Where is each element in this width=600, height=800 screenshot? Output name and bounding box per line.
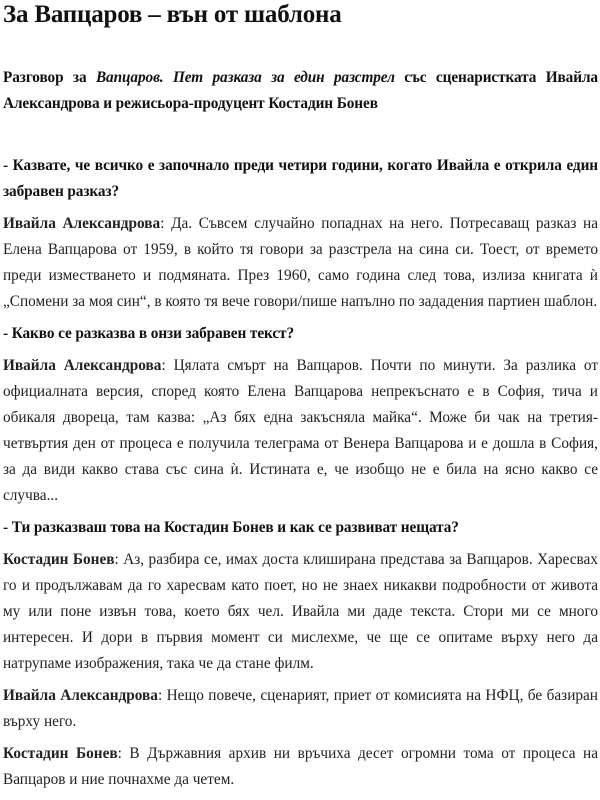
intro-film-title: Вапцаров. Пет разказа за един разстрел bbox=[95, 69, 395, 86]
answer-text: : Да. Съвсем случайно попаднах на него. Потресаващ разказ на Елена Вапцарова от 1959, в който тя говори за разстрела на сина си. Тоест, от времето преди изместването и подмяната. През 1960, само година след това, излиза книгата ѝ „Спомени за моя син“, в която тя вече говори/пише напълно по зададения партиен шаблон. bbox=[3, 215, 599, 310]
intro-text-2: със сценаристката Ивайла Александрова и режисьора-продуцент Костадин Бонев bbox=[3, 69, 598, 112]
interview-answer bbox=[3, 353, 598, 509]
interview-answer bbox=[3, 211, 598, 315]
interview-question: - Какво се разказва в онзи забравен текст? bbox=[3, 325, 295, 342]
interview-question: - Ти разказваш това на Костадин Бонев и как се развиват нещата? bbox=[3, 519, 459, 536]
answer-text: : Цялата смърт на Вапцаров. Почти по минути. За разлика от официалната версия, според която Елена Вапцарова непрекъснато е в София, тича и обикаля двореца, там казва: „Аз бях една закъсняла майка“. Може би чак на третия-четвъртия ден от процеса е получила телеграма от Венера Вапцарова и е дошла в София, за да види какво става със сина ѝ. Истината е, че изобщо не е била на ясно какво се случва... bbox=[3, 357, 599, 504]
interview-question: - Казвате, че всичко е започнало преди четири години, когато Ивайла е открила един забравен разказ? bbox=[3, 157, 598, 200]
article-intro bbox=[3, 65, 598, 117]
answer-text: : Нещо повече, сценарият, приет от комисията на НФЦ, бе базиран върху него. bbox=[3, 687, 598, 730]
speaker-name: Ивайла Александрова bbox=[3, 215, 161, 232]
speaker-name: Ивайла Александрова bbox=[3, 687, 158, 704]
answer-text: : В Държавния архив ни връчиха десет огромни тома от процеса на Вапцаров и ние почнахме да четем. bbox=[3, 745, 598, 788]
interview-answer bbox=[3, 683, 598, 735]
answer-text: : Аз, разбира се, имах доста клиширана представа за Вапцаров. Харесвах го и продължавам да го харесвам като поет, но не знаех никакви подробности от живота му или поне извън това, което бях чел. Ивайла ми даде текста. Стори ми се много интересен. И дори в първия момент си мислехме, че ще се опитаме върху него да натрупаме изображения, така че да стане филм. bbox=[3, 551, 598, 672]
interview-answer bbox=[3, 741, 598, 793]
article-title: За Вапцаров – вън от шаблона bbox=[3, 1, 342, 28]
speaker-name: Костадин Бонев bbox=[3, 551, 115, 568]
intro-text-1: Разговор за bbox=[3, 69, 96, 86]
speaker-name: Костадин Бонев bbox=[3, 745, 118, 762]
speaker-name: Ивайла Александрова bbox=[3, 357, 162, 374]
interview-answer bbox=[3, 547, 598, 677]
